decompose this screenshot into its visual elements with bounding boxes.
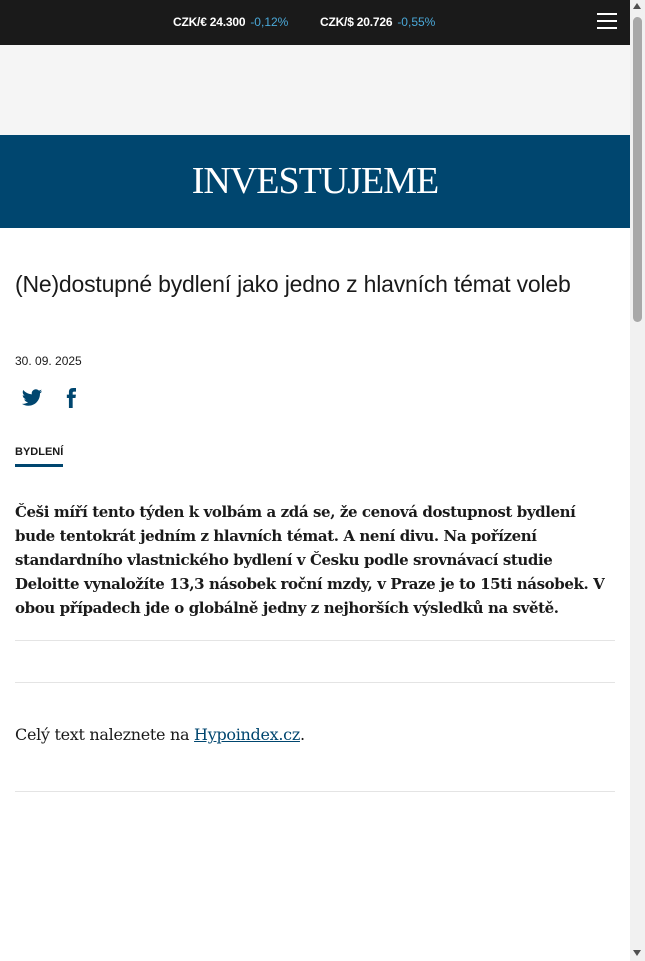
category-tag[interactable]: BYDLENÍ	[15, 446, 63, 467]
scroll-up-arrow-icon[interactable]	[633, 3, 641, 9]
ticker-eur	[173, 15, 288, 29]
divider	[15, 682, 615, 683]
site-logo[interactable]: INVESTUJEME	[191, 160, 439, 202]
fulltext-note	[15, 723, 305, 747]
fulltext-prefix: Celý text naleznete na	[15, 725, 195, 744]
fulltext-suffix: .	[299, 725, 305, 744]
ticker-eur-label: CZK/€ 24.300	[173, 15, 246, 29]
article-date: 30. 09. 2025	[15, 354, 82, 368]
facebook-icon[interactable]	[61, 387, 85, 411]
divider	[15, 640, 615, 641]
hypoindex-link[interactable]: Hypoindex.cz	[194, 725, 300, 744]
vertical-scrollbar[interactable]	[630, 0, 645, 961]
hamburger-menu-icon[interactable]	[597, 13, 617, 31]
ad-banner-placeholder	[0, 45, 630, 135]
ticker-usd	[320, 15, 435, 29]
twitter-icon[interactable]	[21, 387, 45, 411]
article-perex: Češi míří tento týden k volbám a zdá se, že cenová dostupnost bydlení bude tentokrát jedním z hlavních témat. A není divu. Na pořízení standardního vlastnického bydlení v Česku podle srovnávací studie Deloitte vynaložíte 13,3 násobek roční mzdy, v Praze je to 15ti násobek. V obou případech jde o globálně jedny z nejhorších výsledků na světě.	[15, 503, 605, 617]
ticker-eur-change: -0,12%	[250, 15, 289, 29]
currency-ticker-bar	[0, 0, 630, 45]
ticker-usd-change: -0,55%	[397, 15, 436, 29]
divider	[15, 791, 615, 792]
scrollbar-thumb[interactable]	[633, 17, 642, 322]
ticker-usd-label: CZK/$ 20.726	[320, 15, 393, 29]
scroll-down-arrow-icon[interactable]	[633, 950, 641, 956]
brand-header	[0, 135, 630, 228]
article-title: (Ne)dostupné bydlení jako jedno z hlavních témat voleb	[15, 271, 571, 297]
